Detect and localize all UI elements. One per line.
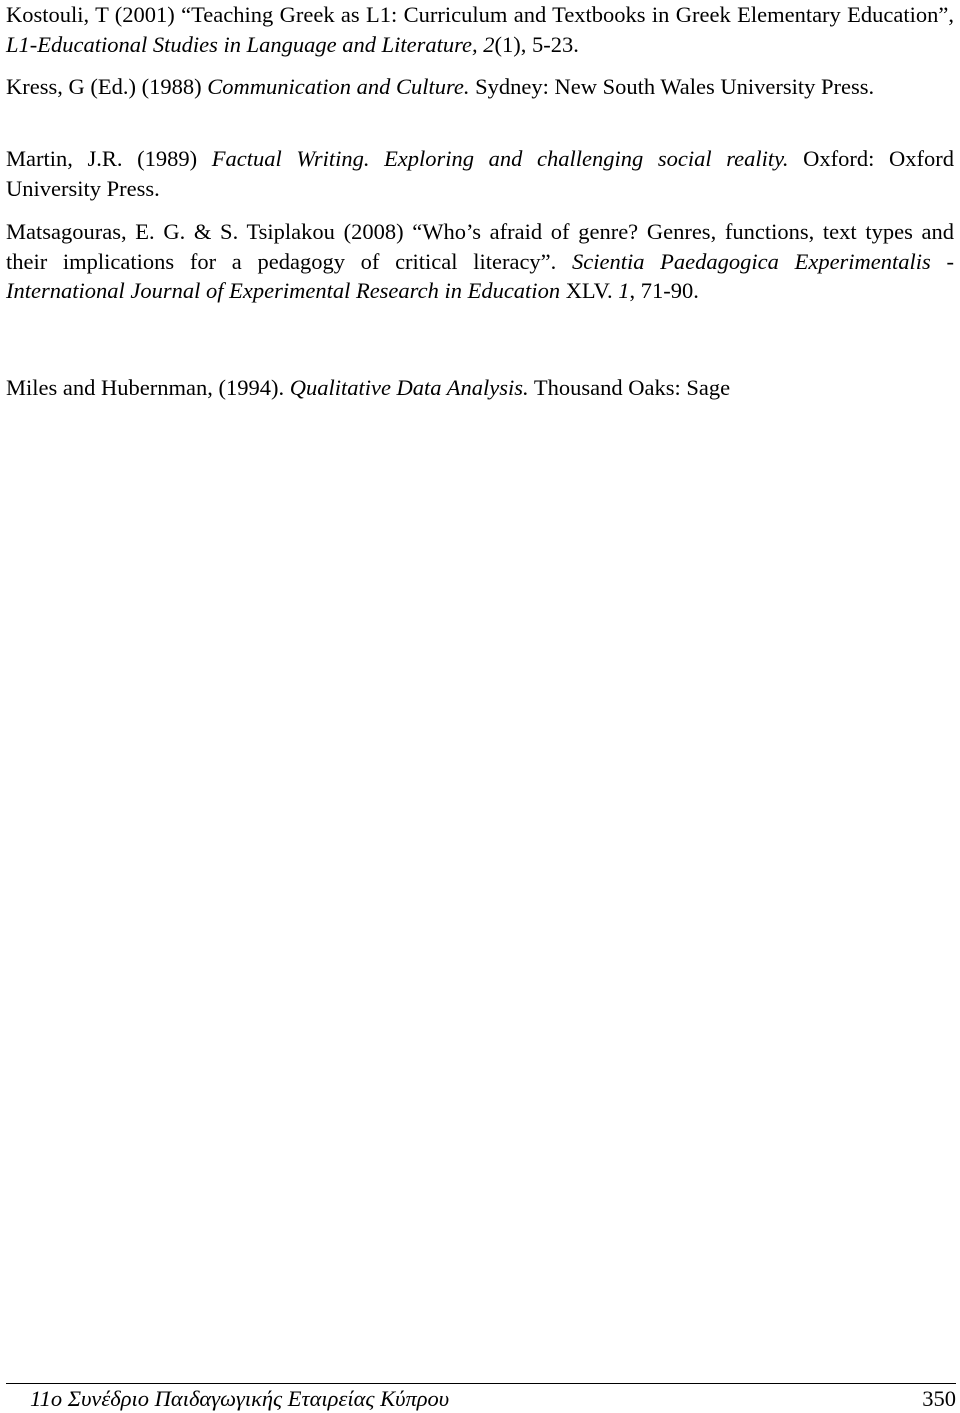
page-number: 350 <box>922 1386 956 1411</box>
reference-journal: Scientia Paedagogica Experimentalis - International Journal of Experimental Research in Education <box>6 248 954 303</box>
reference-journal: L1-Educational Studies in Language and Literature, 2 <box>6 31 495 57</box>
reference-text: Kostouli, T (2001) “Teaching Greek as L1: Curriculum and Textbooks in Greek Elementary Education”, <box>6 2 954 27</box>
reference-entry <box>6 217 954 306</box>
reference-issue: 1 <box>618 278 630 303</box>
reference-book-title: Communication and Culture. <box>207 74 470 99</box>
reference-book-title: Qualitative Data Analysis. <box>289 375 529 400</box>
reference-text: Matsagouras, E. G. & S. Tsiplakou (2008) “Who’s afraid of genre? Genres, functions, text types and their implications for a pedagogy of critical literacy”. <box>6 219 954 274</box>
reference-entry <box>6 144 954 203</box>
page-footer <box>30 1384 956 1413</box>
reference-text: Sydney: New South Wales University Press. <box>469 74 875 99</box>
reference-text: Miles and Hubernman, (1994). <box>6 375 290 400</box>
footer-conference-title: 11ο Συνέδριο Παιδαγωγικής Εταιρείας Κύπρου <box>30 1386 450 1411</box>
reference-text: Kress, G (Ed.) (1988) <box>6 74 208 99</box>
reference-text: Thousand Oaks: Sage <box>528 375 731 400</box>
reference-entry <box>6 72 954 102</box>
reference-book-title: Factual Writing. Exploring and challenging social reality. <box>211 146 789 171</box>
reference-entry <box>6 0 954 59</box>
reference-text: (1), 5-23. <box>494 31 579 57</box>
reference-text: XLV. <box>560 278 619 303</box>
reference-text: Oxford: Oxford University Press. <box>6 146 954 201</box>
reference-text: Martin, J.R. (1989) <box>6 146 212 171</box>
reference-text: , 71-90. <box>629 278 699 303</box>
reference-entry <box>6 373 954 403</box>
